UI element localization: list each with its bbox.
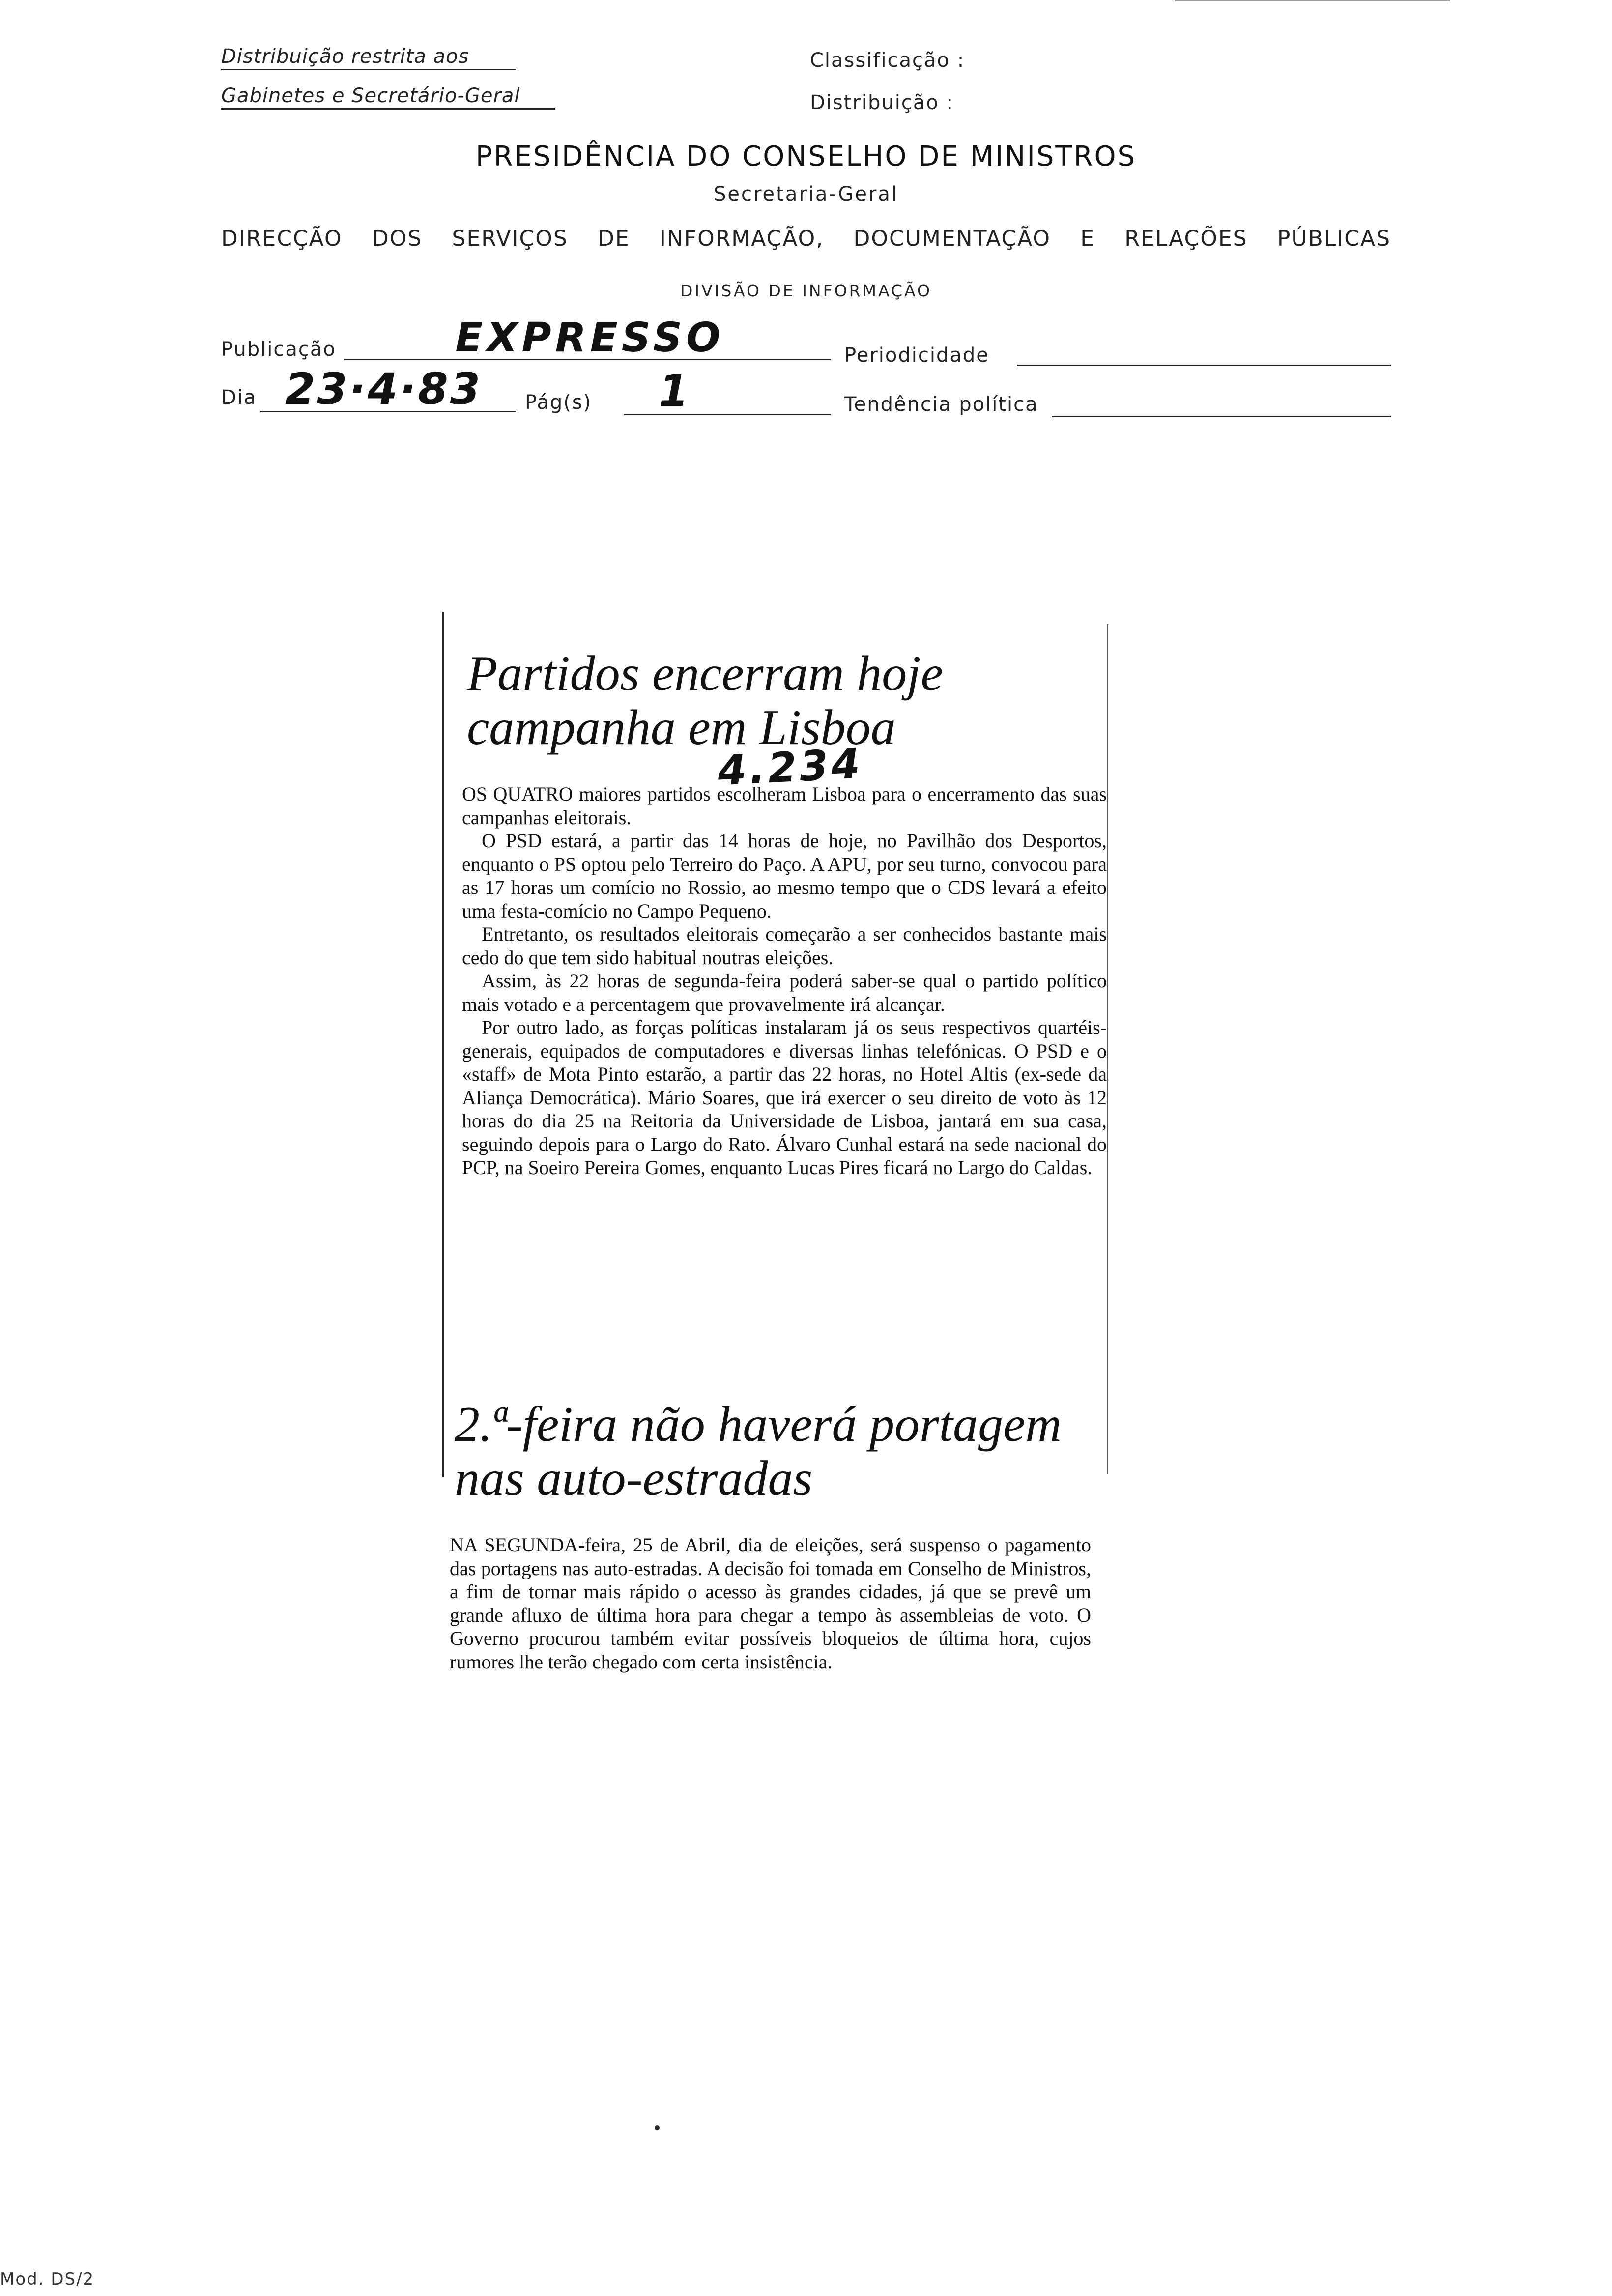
organization-subtitle: Secretaria-Geral [713, 183, 898, 205]
organization-title: PRESIDÊNCIA DO CONSELHO DE MINISTROS [475, 141, 1137, 172]
pages-field-line [624, 414, 831, 415]
political-tendency-field-line [1052, 416, 1391, 417]
pages-value: 1 [659, 366, 689, 416]
periodicity-label: Periodicidade [844, 344, 989, 367]
article2-headline [455, 1397, 1143, 1506]
classification-label: Classificação : [810, 49, 965, 72]
restricted-distribution-line1: Distribuição restrita aos [221, 45, 516, 70]
article2-headline-line2: nas auto-estradas [455, 1451, 813, 1506]
publication-value: EXPRESSO [455, 315, 724, 361]
directorate-title: DIRECÇÃO DOS SERVIÇOS DE INFORMAÇÃO, DOCUMENTAÇÃO E RELAÇÕES PÚBLICAS [221, 226, 1391, 251]
article1-paragraph: O PSD estará, a partir das 14 horas de hoje, no Pavilhão dos Desportos, enquanto o PS optou pelo Terreiro do Paço. A APU, por seu turno, convocou para as 17 horas um comício no Rossio, ao mesmo tempo que o CDS levará a efeito uma festa-comício no Campo Pequeno. [462, 830, 1107, 922]
day-label: Dia [221, 386, 257, 409]
article1-paragraph: Assim, às 22 horas de segunda-feira poderá saber-se qual o partido político mais votado e a percentagem que provavelmente irá alcançar. [462, 970, 1107, 1015]
handwritten-archive-stamp: 4.234 [716, 739, 864, 795]
periodicity-field-line [1017, 365, 1391, 366]
article2-headline-line1: 2.ª-feira não haverá portagem [455, 1397, 1062, 1452]
form-model-code: Mod. DS/2 [0, 2269, 95, 2289]
day-value: 23·4·83 [285, 364, 483, 414]
clipping-left-border [442, 612, 444, 1477]
pages-label: Pág(s) [525, 391, 592, 414]
distribution-label: Distribuição : [810, 91, 954, 114]
scan-speck [655, 2125, 660, 2130]
article2-body [450, 1533, 1091, 1673]
article1-headline-line1: Partidos encerram hoje [467, 646, 943, 701]
article1-body [462, 782, 1107, 1179]
article1-paragraph: OS QUATRO maiores partidos escolheram Lisboa para o encerramento das suas campanhas eleitorais. [462, 783, 1107, 829]
publication-label: Publicação [221, 338, 336, 361]
article1-paragraph: Por outro lado, as forças políticas instalaram já os seus respectivos quartéis-generais, equipados de computadores e diversas linhas telefónicas. O PSD e o «staff» de Mota Pinto estarão, a partir das 22 horas, no Hotel Altis (ex-sede da Aliança Democrática). Mário Soares, que irá exercer o seu direito de voto às 12 horas do dia 25 na Reitoria da Universidade de Lisboa, jantará em sua casa, seguindo depois para o Largo do Rato. Álvaro Cunhal estará na sede nacional do PCP, na Soeiro Pereira Gomes, enquanto Lucas Pires ficará no Largo do Caldas. [462, 1016, 1107, 1178]
article1-headline [467, 646, 1155, 755]
article1-paragraph: Entretanto, os resultados eleitorais começarão a ser conhecidos bastante mais cedo do que tem sido habitual noutras eleições. [462, 923, 1107, 969]
scan-edge-mark [1175, 0, 1450, 1]
article2-paragraph: NA SEGUNDA-feira, 25 de Abril, dia de eleições, será suspenso o pagamento das portagens nas auto-estradas. A decisão foi tomada em Conselho de Ministros, a fim de tornar mais rápido o acesso às grandes cidades, já que se prevê um grande afluxo de última hora para chegar a tempo às assembleias de voto. O Governo procurou também evitar possíveis bloqueios de última hora, cujos rumores lhe terão chegado com certa insistência. [450, 1534, 1091, 1673]
article1-headline-line2: campanha em Lisboa [467, 700, 896, 755]
division-title: DIVISÃO DE INFORMAÇÃO [680, 281, 932, 300]
restricted-distribution-line2: Gabinetes e Secretário-Geral [221, 85, 555, 110]
political-tendency-label: Tendência política [844, 393, 1038, 416]
